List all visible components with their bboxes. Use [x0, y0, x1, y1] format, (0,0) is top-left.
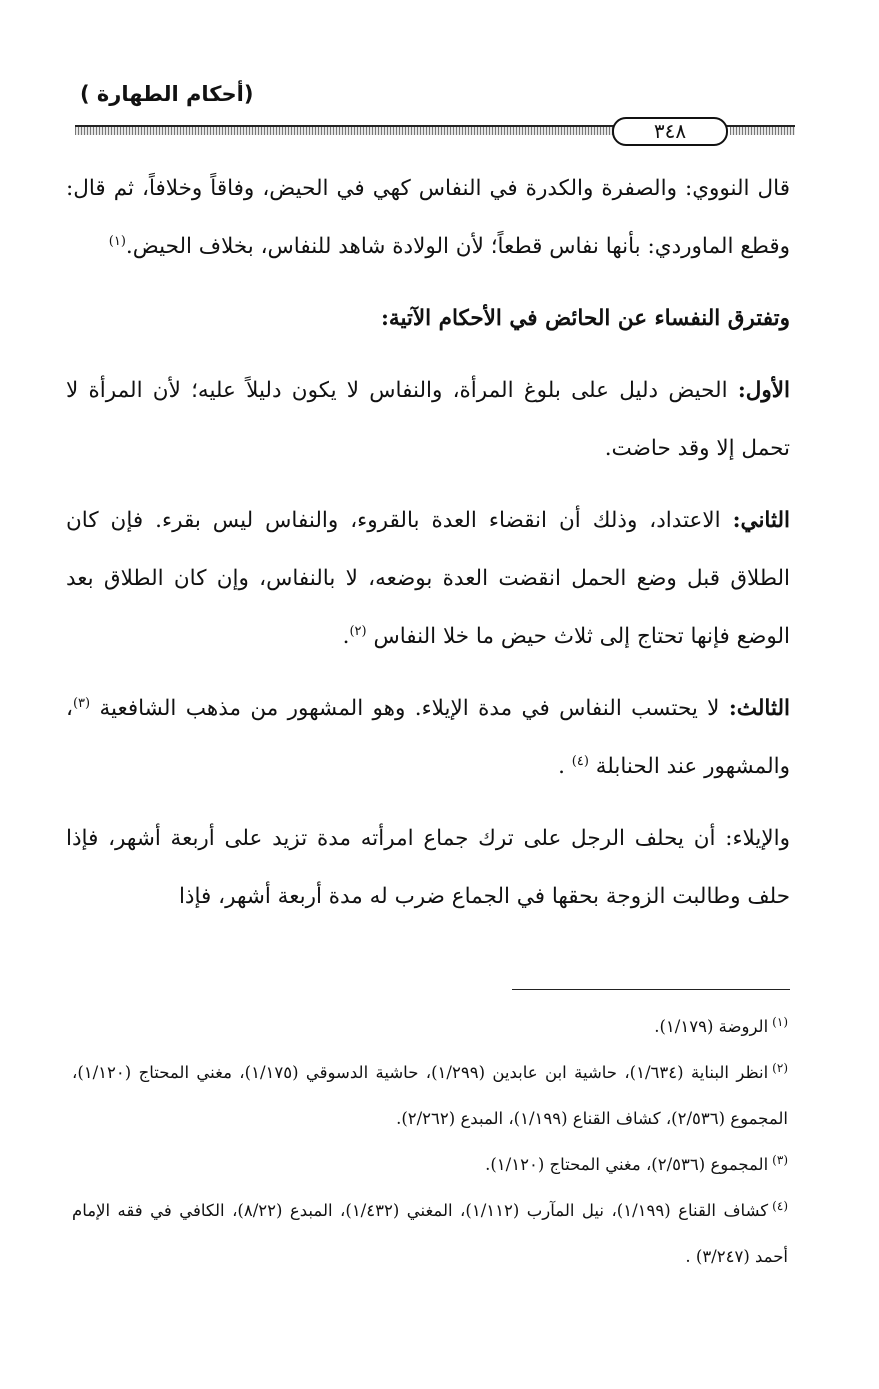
footnote-3-number: (٣) — [772, 1152, 788, 1167]
footnote-ref-3: (٣) — [72, 695, 91, 711]
footnote-3 — [72, 1142, 788, 1188]
footnote-1 — [72, 1004, 788, 1050]
paragraph-first-text: الحيض دليل على بلوغ المرأة، والنفاس لا يكون دليلاً عليه؛ لأن المرأة لا تحمل إلا وقد حاضت. — [66, 378, 790, 461]
paragraph-second-text: الاعتداد، وذلك أن انقضاء العدة بالقروء، والنفاس ليس بقرء. فإن كان الطلاق قبل وضع الحمل انقضت العدة بوضعه، لا بالنفاس، وإن كان الطلاق بعد الوضع فإنها تحتاج إلى ثلاث حيض ما خلا النفاس — [66, 508, 790, 649]
main-text — [66, 160, 790, 940]
paragraph-third — [66, 680, 790, 796]
paragraph-third-end: . — [558, 754, 572, 779]
paragraph-ilaa: والإيلاء: أن يحلف الرجل على ترك جماع امرأته مدة تزيد على أربعة أشهر، فإذا حلف وطالبت الزوجة بحقها في الجماع ضرب له مدة أربعة أشهر، فإذا — [66, 826, 790, 909]
footnote-2-text: انظر البناية (١/٦٣٤)، حاشية ابن عابدين (١/٢٩٩)، حاشية الدسوقي (١/١٧٥)، مغني المحتاج (١/١٢٠)، المجموع (٢/٥٣٦)، كشاف القناع (١/١٩٩)، المبدع (٢/٢٦٢). — [72, 1063, 788, 1128]
paragraph-third-text-a: لا يحتسب النفاس في مدة الإيلاء. وهو المشهور من مذهب الشافعية — [99, 696, 729, 721]
header-rule-hatch-left — [75, 127, 630, 135]
paragraph-third-label: الثالث: — [728, 696, 790, 721]
section-heading: وتفترق النفساء عن الحائض في الأحكام الآتية: — [380, 306, 790, 331]
footnote-1-number: (١) — [772, 1014, 788, 1029]
footnote-ref-2: (٢) — [349, 623, 367, 639]
running-title: (أحكام الطهارة ) — [80, 82, 254, 106]
footnote-2 — [72, 1050, 788, 1142]
paragraph-nawawi — [66, 160, 790, 276]
paragraph-second — [66, 492, 790, 666]
footnote-4-text: كشاف القناع (١/١٩٩)، نيل المآرب (١/١١٢)، المغني (١/٤٣٢)، المبدع (٨/٢٢)، الكافي في فقه الإمام أحمد (٣/٢٤٧) . — [72, 1201, 788, 1266]
footnote-separator — [512, 989, 790, 990]
footnote-ref-1: (١) — [108, 233, 126, 249]
header-rule-hatch-right — [730, 127, 795, 135]
page-number-badge: ٣٤٨ — [612, 117, 728, 146]
footnote-2-number: (٢) — [772, 1060, 788, 1075]
paragraph-first-label: الأول: — [737, 378, 790, 403]
footnote-4 — [72, 1188, 788, 1280]
paragraph-first — [66, 362, 790, 478]
paragraph-nawawi-text: قال النووي: والصفرة والكدرة في النفاس كهي في الحيض، وفاقاً وخلافاً، ثم قال: وقطع الماوردي: بأنها نفاس قطعاً؛ لأن الولادة شاهد للنفاس، بخلاف الحيض. — [66, 176, 790, 259]
paragraph-second-label: الثاني: — [732, 508, 790, 533]
footnote-4-number: (٤) — [772, 1198, 788, 1213]
paragraph-second-end: . — [342, 624, 350, 649]
paragraph-third-text-b: ، والمشهور عند الحنابلة — [66, 696, 790, 779]
footnote-ref-4: (٤) — [571, 753, 589, 769]
footnote-3-text: المجموع (٢/٥٣٦)، مغني المحتاج (١/١٢٠). — [485, 1155, 769, 1174]
footnote-1-text: الروضة (١/١٧٩). — [654, 1017, 769, 1036]
footnotes — [72, 1004, 788, 1280]
